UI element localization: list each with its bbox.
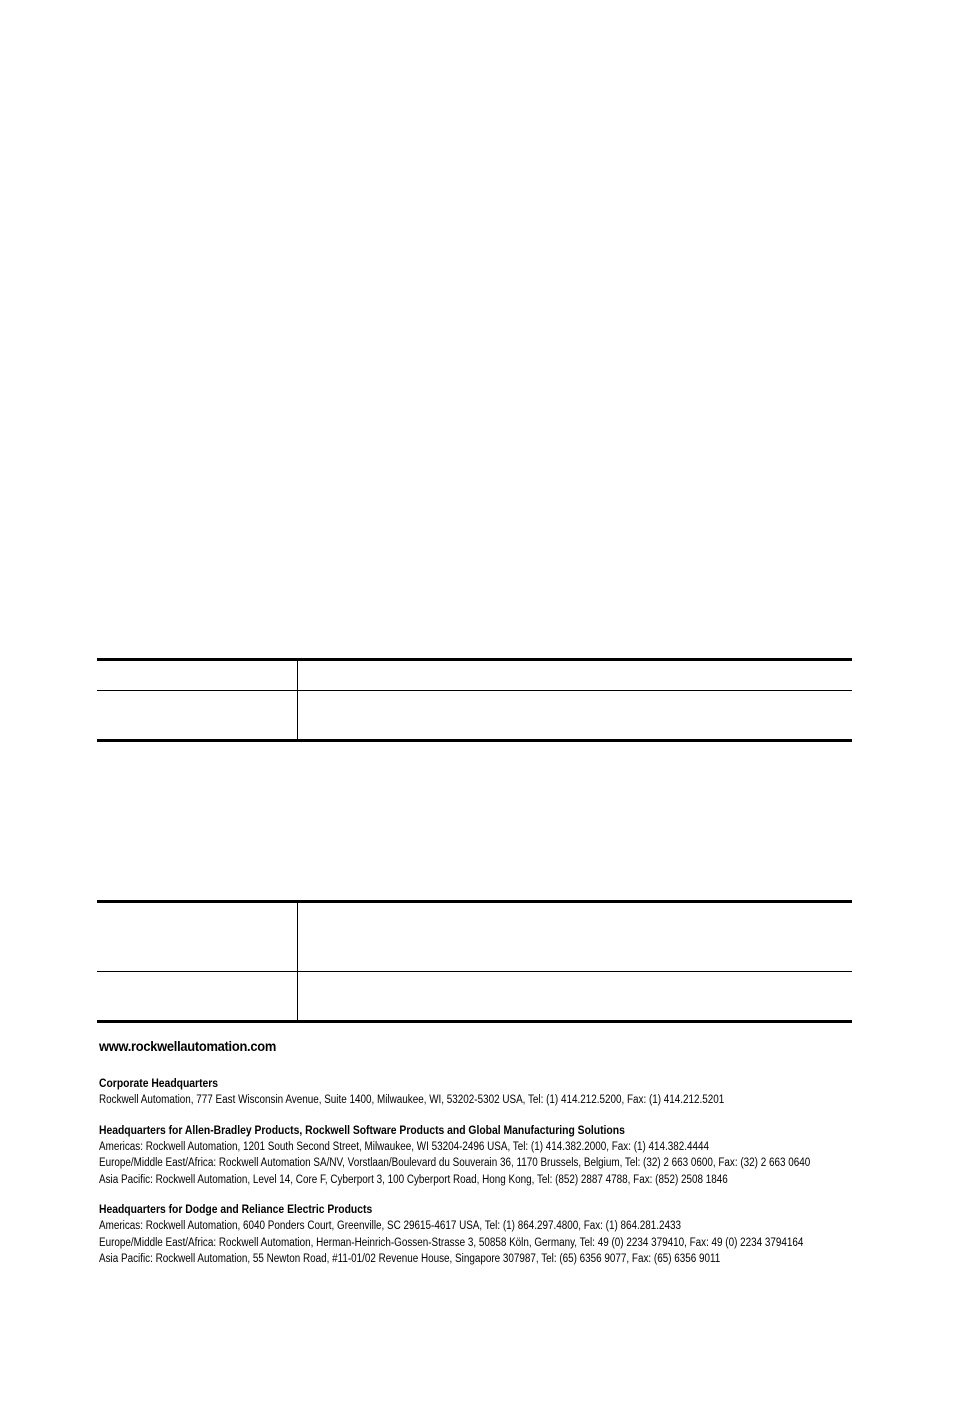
table-cell [97, 661, 298, 690]
table-row [97, 972, 852, 1023]
table-row [97, 903, 852, 972]
table-row [97, 661, 852, 691]
blank-table-1 [97, 658, 852, 742]
corporate-headquarters [99, 1076, 869, 1109]
address-line: Americas: Rockwell Automation, 1201 South Second Street, Milwaukee, WI 53204-2496 USA, Tel: (1) 414.382.2000, Fax: (1) 414.382.4444 [99, 1140, 710, 1153]
block-title: Corporate Headquarters [99, 1078, 219, 1090]
table-cell [97, 691, 298, 739]
blank-table-2 [97, 900, 852, 1023]
table-cell [97, 972, 298, 1020]
contact-footer [99, 1038, 869, 1282]
table-row [97, 691, 852, 742]
address-line: Europe/Middle East/Africa: Rockwell Automation SA/NV, Vorstlaan/Boulevard du Souverain 36, 1170 Brussels, Belgium, Tel: (32) 2 663 0600, Fax: (32) 2 663 0640 [99, 1157, 811, 1169]
block-title: Headquarters for Allen-Bradley Products, Rockwell Software Products and Global Manufacturing Solutions [99, 1124, 625, 1137]
dodge-reliance-headquarters [99, 1202, 869, 1268]
address-line: Asia Pacific: Rockwell Automation, 55 Newton Road, #11-01/02 Revenue House, Singapore 307987, Tel: (65) 6356 9077, Fax: (65) 6356 9011 [99, 1253, 721, 1265]
table-cell [97, 903, 298, 971]
website-link[interactable]: www.rockwellautomation.com [99, 1038, 276, 1054]
allen-bradley-headquarters [99, 1123, 869, 1189]
block-title: Headquarters for Dodge and Reliance Electric Products [99, 1204, 373, 1216]
address-line: Europe/Middle East/Africa: Rockwell Automation, Herman-Heinrich-Gossen-Strasse 3, 50858 Köln, Germany, Tel: 49 (0) 2234 379410, Fax: 49 (0) 2234 3794164 [99, 1236, 804, 1249]
address-line: Asia Pacific: Rockwell Automation, Level 14, Core F, Cyberport 3, 100 Cyberport Road, Hong Kong, Tel: (852) 2887 4788, Fax: (852) 2508 1846 [99, 1173, 728, 1186]
address-line: Americas: Rockwell Automation, 6040 Ponders Court, Greenville, SC 29615-4617 USA, Tel: (1) 864.297.4800, Fax: (1) 864.281.2433 [99, 1220, 682, 1232]
address-line: Rockwell Automation, 777 East Wisconsin Avenue, Suite 1400, Milwaukee, WI, 53202-5302 USA, Tel: (1) 414.212.5200, Fax: (1) 414.212.5201 [99, 1094, 725, 1106]
